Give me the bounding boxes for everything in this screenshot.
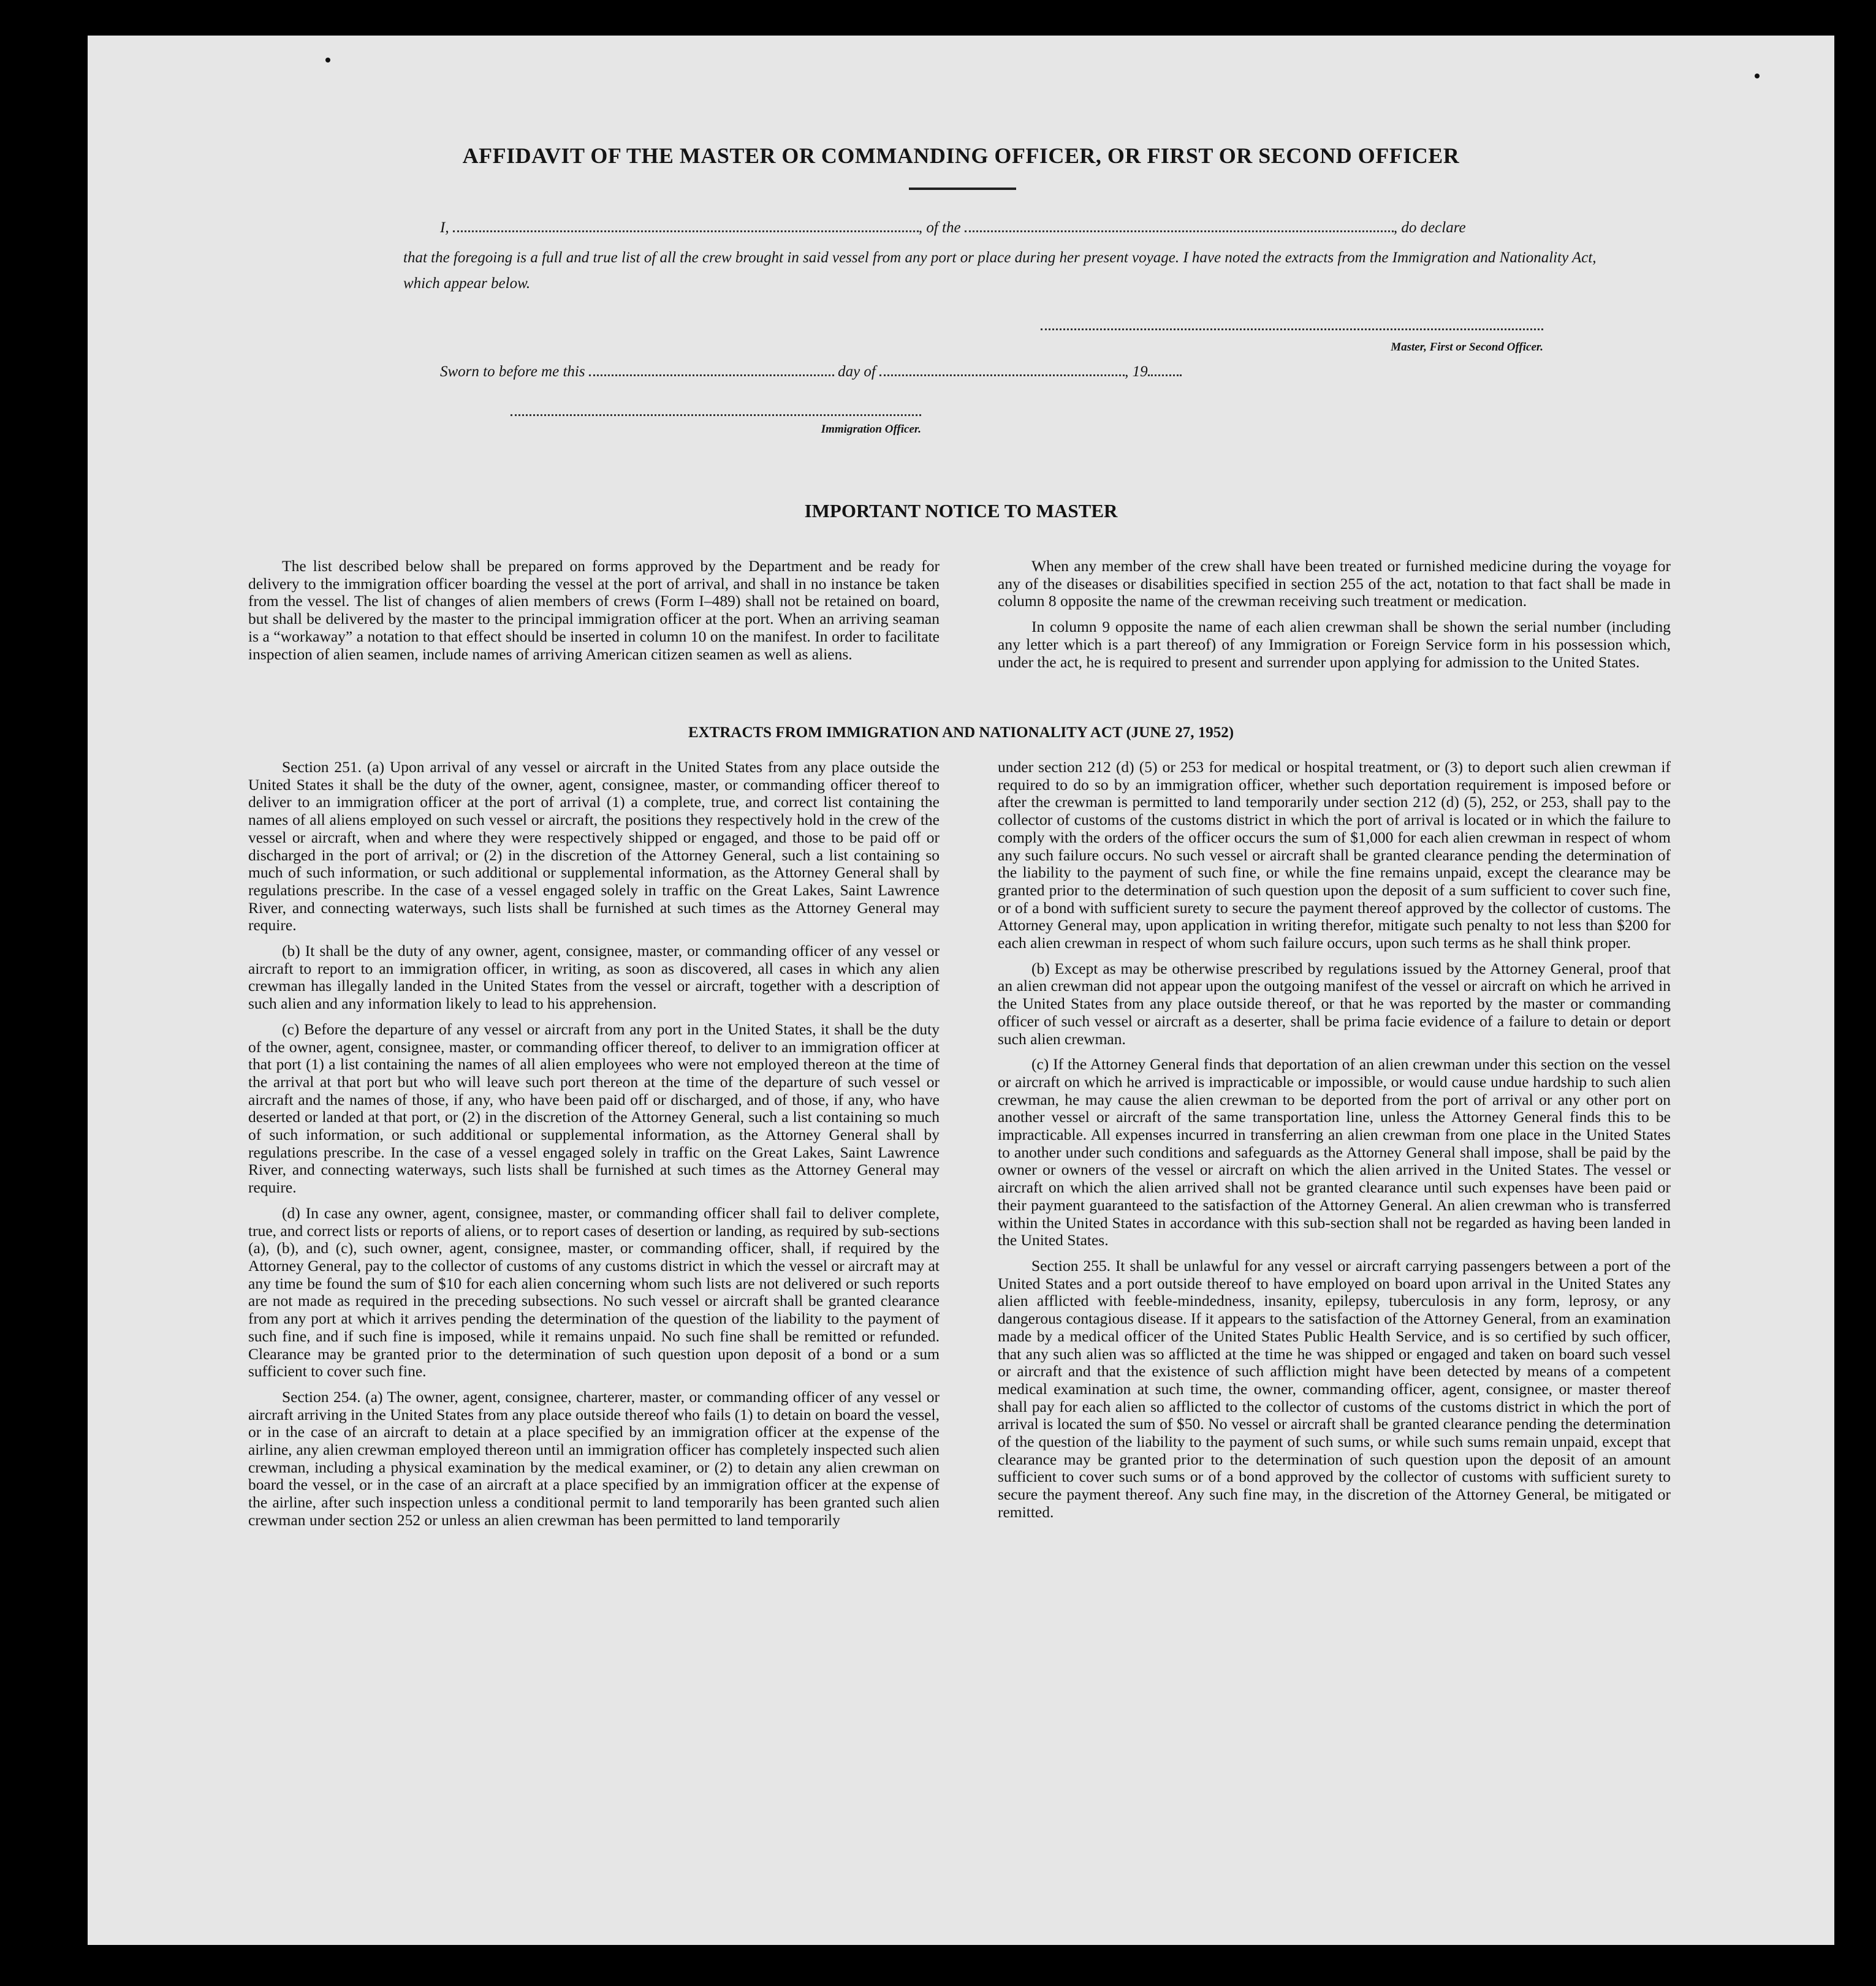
declaration-do-declare: , do declare <box>1393 219 1466 236</box>
extracts-title: EXTRACTS FROM IMMIGRATION AND NATIONALITY ACT (JUNE 27, 1952) <box>688 724 1234 741</box>
scan-speck <box>325 58 330 63</box>
notice-paragraph: The list described below shall be prepared on forms approved by the Department and be ready for delivery to the immigration officer boarding the vessel at the port of arrival, and shall in no instance be taken from the vessel. The list of changes of alien members of crews (Form I–489) shall not be retained on board, but shall be delivered by the master to the principal immigration officer at the port. When an arriving seaman is a “workaway” a notation to that effect should be inserted in column 10 on the manifest. In order to facilitate inspection of alien seamen, include names of arriving American citizen seamen as well as aliens. <box>248 557 940 663</box>
form-page <box>88 36 1834 1945</box>
vessel-blank[interactable] <box>965 230 1394 232</box>
section-paragraph: under section 212 (d) (5) or 253 for medical or hospital treatment, or (3) to deport such alien crewman if required to do so by an immigration officer, whether such deportation requirement is imposed before or after the crewman is permitted to land temporarily under section 212 (d) (5), 252, or 253, shall pay to the collector of customs of the customs district in which the port of arrival is located or in which the failure to comply with the orders of the officer occurs the sum of $1,000 for each alien crewman in respect of whom any such failure occurs. No such vessel or aircraft shall be granted clearance pending the determination of the liability to the payment of such fine, or while the fine remains unpaid, except the clearance may be granted prior to the determination of such question upon the deposit of a sum sufficient to cover such fine, or of a bond with sufficient surety to secure the payment thereof approved by the collector of customs. The Attorney General may, upon application in writing therefor, mitigate such penalty to not less than $200 for each alien crewman in respect of whom such failure occurs, upon such terms as he shall think proper. <box>998 758 1671 952</box>
name-blank[interactable] <box>453 230 919 232</box>
declaration-line <box>440 219 1623 237</box>
master-signature-caption: Master, First or Second Officer. <box>1391 341 1543 354</box>
declaration-of-the: , of the <box>918 219 961 236</box>
affidavit-title: AFFIDAVIT OF THE MASTER OR COMMANDING OFFICER, OR FIRST OR SECOND OFFICER <box>462 143 1460 168</box>
section-paragraph: (b) It shall be the duty of any owner, agent, consignee, master, or commanding officer of any vessel or aircraft to report to an immigration officer, in writing, as soon as discovered, all cases in which any alien crewman has illegally landed in the United States from the vessel or aircraft, together with a description of such alien and any information likely to lead to his apprehension. <box>248 942 940 1013</box>
immigration-officer-caption: Immigration Officer. <box>821 423 921 436</box>
notice-paragraph: When any member of the crew shall have been treated or furnished medicine during the voyage for any of the diseases or disabilities specified in section 255 of the act, notation to that fact shall be made in column 8 opposite the name of the crewman receiving such treatment or medication. <box>998 557 1671 610</box>
extracts-left-column <box>248 759 940 1537</box>
scan-speck <box>1755 74 1760 78</box>
notice-paragraph: In column 9 opposite the name of each alien crewman shall be shown the serial number (including any letter which is a part thereof) of any Immigration or Foreign Service form in his possession which, under the act, he is required to present and surrender upon applying for admission to the United States. <box>998 618 1671 671</box>
declaration-i: I, <box>440 219 449 236</box>
section-paragraph: Section 251. (a) Upon arrival of any vessel or aircraft in the United States from any place outside the United States it shall be the duty of the owner, agent, consignee, master, or commanding officer thereof to deliver to an immigration officer at the port of arrival (1) a complete, true, and correct list containing the names of all aliens employed on such vessel or aircraft, the positions they respectively hold in the crew of the vessel or aircraft, when and where they were respectively shipped or engaged, and those to be paid off or discharged in the port of arrival; or (2) in the discretion of the Attorney General, such a list containing so much of such information, or such additional or supplemental information, as the Attorney General shall by regulations prescribe. In the case of a vessel engaged solely in traffic on the Great Lakes, Saint Lawrence River, and connecting waterways, such lists shall be furnished at such times as the Attorney General may require. <box>248 758 940 934</box>
section-paragraph: (d) In case any owner, agent, consignee, master, or commanding officer shall fail to deliver complete, true, and correct lists or reports of aliens, or to report cases of desertion or landing, as required by sub-sections (a), (b), and (c), such owner, agent, consignee, master, or commanding officer, shall, if required by the Attorney General, pay to the collector of customs of any customs district in which the vessel or aircraft may at any time be found the sum of $10 for each alien concerning whom such lists are not delivered or such reports are not made as required in the preceding subsections. No such vessel or aircraft shall be granted clearance from any port at which it arrives pending the determination of the question of the liability to the payment of such fine, and if such fine is imposed, while it remains unpaid. No such fine shall be remitted or refunded. Clearance may be granted prior to the determination of such question upon deposit of a bond or a sum sufficient to cover such fine. <box>248 1203 940 1381</box>
immigration-officer-signature-line[interactable] <box>511 414 921 416</box>
section-paragraph: (b) Except as may be otherwise prescribed by regulations issued by the Attorney General, proof that an alien crewman did not appear upon the outgoing manifest of the vessel or aircraft on which he arrived in the United States from any place outside thereof, or that he was reported by the master or commanding officer of such vessel or aircraft as a deserter, shall be prima facie evidence of a failure to detain or deport such alien crewman. <box>998 959 1671 1048</box>
master-signature-line[interactable] <box>1041 328 1543 330</box>
section-paragraph: (c) If the Attorney General finds that deportation of an alien crewman under this section on the vessel or aircraft on which he arrived is impracticable or impossible, or would cause undue hardship to such alien crewman, he may cause the alien crewman to be deported from the port of arrival or any other port on another vessel or aircraft of the same transportation line, unless the Attorney General finds this to be impracticable. All expenses incurred in transferring an alien crewman from one place in the United States to another under such conditions and safeguards as the Attorney General shall impose, shall be paid by the owner or owners of the vessel or aircraft on which the alien arrived in the United States. The vessel or aircraft on which the alien arrived shall not be granted clearance until such expenses have been paid or their payment guaranteed to the satisfaction of the Attorney General. An alien crewman who is transferred within the United States in accordance with this sub-section shall not be regarded as having been landed in the United States. <box>998 1055 1671 1249</box>
year-blank[interactable] <box>1148 374 1182 376</box>
day-of-label: day of <box>838 363 876 380</box>
notice-right-column <box>998 558 1671 679</box>
section-paragraph: (c) Before the departure of any vessel or aircraft from any port in the United States, it shall be the duty of the owner, agent, consignee, master, or commanding officer thereof, to deliver to an immigration officer at that port (1) a list containing the names of all alien employees who were not employed thereon at the time of the arrival at that port but who will leave such port thereon at the time of the departure of such vessel or aircraft and the names of those, if any, who have been paid off or discharged, and of those, if any, who have deserted or landed at that port, or (2) in the discretion of the Attorney General, such a list containing so much of such information, or such additional or supplemental information, as the Attorney General shall by regulations prescribe. In the case of a vessel engaged solely in traffic on the Great Lakes, Saint Lawrence River, and connecting waterways, such lists shall be furnished at such times as the Attorney General may require. <box>248 1020 940 1197</box>
sworn-label: Sworn to before me this <box>440 363 585 380</box>
day-blank[interactable] <box>589 374 834 376</box>
extracts-right-column <box>998 759 1671 1529</box>
declaration-body: that the foregoing is a full and true list of all the crew brought in said vessel from any port or place during her present voyage. I have noted the extracts from the Immigration and Nationality Act, which appear below. <box>403 249 1597 292</box>
notice-left-column <box>248 558 940 671</box>
title-underline <box>909 188 1016 190</box>
notice-title: IMPORTANT NOTICE TO MASTER <box>804 500 1118 521</box>
sworn-line <box>440 363 1359 381</box>
section-paragraph: Section 254. (a) The owner, agent, consignee, charterer, master, or commanding officer of any vessel or aircraft arriving in the United States from any place outside thereof who fails (1) to detain on board the vessel, or in the case of an aircraft to detain at a place specified by an immigration officer at the expense of the airline, any alien crewman employed thereon until an immigration officer has completely inspected such alien crewman, including a physical examination by the medical examiner, or (2) to detain any alien crewman on board the vessel, or in the case of an aircraft at a place specified by an immigration officer at the expense of the airline, after such inspection unless a conditional permit to land temporarily has been granted such alien crewman under section 252 or unless an alien crewman has been permitted to land temporarily <box>248 1387 940 1529</box>
month-blank[interactable] <box>879 374 1125 376</box>
section-paragraph: Section 255. It shall be unlawful for any vessel or aircraft carrying passengers between a port of the United States and a port outside thereof to have employed on board upon arrival in the United States any alien afflicted with feeble-mindedness, insanity, epilepsy, tuberculosis in any form, leprosy, or any dangerous contagious disease. If it appears to the satisfaction of the Attorney General, from an examination made by a medical officer of the United States Public Health Service, and is so certified by such officer, that any such alien was so afflicted at the time he was shipped or engaged and taken on board such vessel or aircraft and that the existence of such affliction might have been detected by means of a competent medical examination at such time, the owner, commanding officer, agent, consignee, or master thereof shall pay for each alien so afflicted to the collector of customs of the customs district in which the port of arrival is located the sum of $50. No vessel or aircraft shall be granted clearance pending the determination of the question of the liability to the payment of such sums, or while such sums remain unpaid, except that clearance may be granted prior to the determination of such question upon the deposit of an amount sufficient to cover such sums or of a bond approved by the collector of customs with sufficient surety to secure the payment thereof. Any such fine may, in the discretion of the Attorney General, be mitigated or remitted. <box>998 1256 1671 1521</box>
year-label: , 19 <box>1125 363 1148 380</box>
